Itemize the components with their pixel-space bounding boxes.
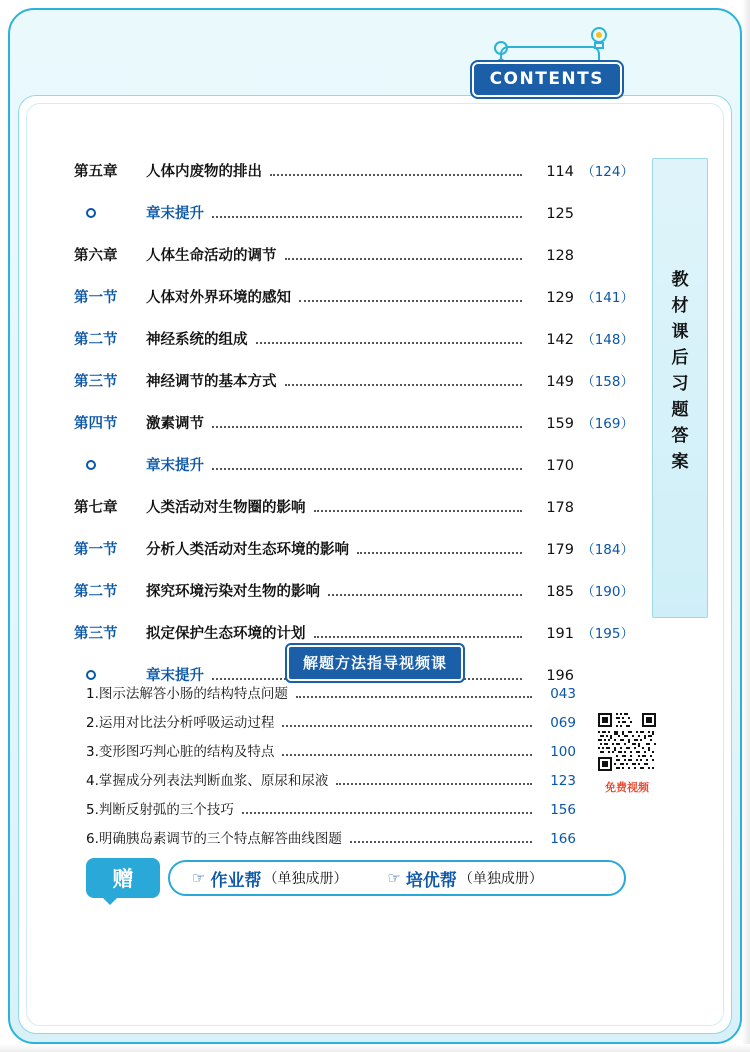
toc-section-label: 第三节 [74, 626, 118, 642]
gift-item-note: （单独成册） [458, 871, 543, 887]
video-item-title: 3.变形图巧判心脏的结构及特点 [86, 744, 275, 760]
toc-page-number: 179 [546, 542, 574, 558]
toc-section-label: 第二节 [74, 332, 118, 348]
side-tab-char: 习 [671, 374, 689, 394]
toc-dot-leader [256, 342, 523, 344]
video-item-page: 100 [550, 744, 576, 760]
toc-title: 神经调节的基本方式 [146, 374, 277, 390]
dot-leader [336, 783, 532, 785]
gift-item-name: 作业帮 [210, 870, 262, 891]
dot-leader [296, 696, 532, 698]
gift-item[interactable] [387, 866, 542, 891]
toc-page-number: 185 [546, 584, 574, 600]
toc-page-number: 128 [546, 248, 574, 264]
toc-title: 拟定保护生态环境的计划 [146, 626, 306, 642]
toc-title: 分析人类活动对生态环境的影响 [146, 542, 349, 558]
video-item-title: 4.掌握成分列表法判断血浆、原尿和尿液 [86, 773, 329, 789]
side-tab-char: 案 [671, 452, 689, 472]
toc-row[interactable] [74, 580, 634, 622]
toc-answer-page: （158） [581, 374, 634, 390]
toc-row[interactable] [74, 202, 634, 244]
side-tab-char: 材 [671, 296, 689, 316]
toc-chapter-label: 第七章 [74, 500, 118, 516]
video-course-list [86, 682, 576, 856]
toc-row[interactable] [74, 412, 634, 454]
list-item[interactable] [86, 682, 576, 711]
toc-page-number: 129 [546, 290, 574, 306]
toc-chapter-label: 第五章 [74, 164, 118, 180]
side-tab-char: 教 [671, 270, 689, 290]
toc-answer-page: （148） [581, 332, 634, 348]
toc-title: 人体内废物的排出 [146, 164, 262, 180]
gift-items-box [168, 860, 626, 896]
toc-row[interactable] [74, 496, 634, 538]
video-item-page: 166 [550, 831, 576, 847]
toc-title: 人体生命活动的调节 [146, 248, 277, 264]
list-item[interactable] [86, 740, 576, 769]
list-item[interactable] [86, 769, 576, 798]
qr-section[interactable] [596, 712, 658, 795]
video-item-page: 069 [550, 715, 576, 731]
toc-bullet-icon [74, 208, 142, 218]
toc-dot-leader [212, 426, 522, 428]
side-tab-char: 答 [671, 426, 689, 446]
qr-label: 免费视频 [605, 781, 649, 794]
gift-section [86, 858, 626, 902]
page-edge-shadow-right [742, 0, 750, 1052]
toc-dot-leader [212, 216, 522, 218]
pointing-hand-icon: ☞ [192, 869, 206, 887]
toc-bullet-icon [74, 460, 142, 470]
toc-title: 章末提升 [146, 206, 204, 222]
video-item-page: 043 [550, 686, 576, 702]
toc-title: 神经系统的组成 [146, 332, 248, 348]
toc-dot-leader [299, 300, 522, 302]
toc-section-label: 第四节 [74, 416, 118, 432]
toc-section-label: 第一节 [74, 542, 118, 558]
toc-row[interactable] [74, 244, 634, 286]
video-item-title: 6.明确胰岛素调节的三个特点解答曲线图题 [86, 831, 342, 847]
video-item-page: 156 [550, 802, 576, 818]
toc-section-label: 第二节 [74, 584, 118, 600]
toc-answer-page: （184） [581, 542, 634, 558]
toc-page-number: 178 [546, 500, 574, 516]
gift-badge: 赠 [86, 858, 160, 898]
side-tab-char: 后 [671, 348, 689, 368]
contents-badge: CONTENTS [472, 62, 622, 97]
toc-page-number: 142 [546, 332, 574, 348]
pointing-hand-icon: ☞ [387, 869, 401, 887]
dot-leader [282, 725, 532, 727]
page-edge-shadow-bottom [0, 1044, 750, 1052]
toc-row[interactable] [74, 370, 634, 412]
gift-item-name: 培优帮 [405, 870, 457, 891]
toc-chapter-label: 第六章 [74, 248, 118, 264]
toc-title: 探究环境污染对生物的影响 [146, 584, 320, 600]
toc-page-number: 170 [546, 458, 574, 474]
toc-bullet-icon [74, 670, 142, 680]
list-item[interactable] [86, 711, 576, 740]
toc-dot-leader [314, 636, 523, 638]
toc-row[interactable] [74, 160, 634, 202]
video-item-page: 123 [550, 773, 576, 789]
list-item[interactable] [86, 798, 576, 827]
toc-page-number: 159 [546, 416, 574, 432]
toc-answer-page: （195） [581, 626, 634, 642]
qr-code-icon[interactable] [597, 712, 657, 772]
table-of-contents [74, 160, 634, 706]
video-item-title: 1.图示法解答小肠的结构特点问题 [86, 686, 288, 702]
toc-title: 人体对外界环境的感知 [146, 290, 291, 306]
gift-item[interactable] [192, 866, 347, 891]
toc-answer-page: （141） [581, 290, 634, 306]
toc-section-label: 第三节 [74, 374, 118, 390]
dot-leader [242, 812, 532, 814]
dot-leader [282, 754, 532, 756]
dot-leader [350, 841, 532, 843]
toc-row[interactable] [74, 538, 634, 580]
toc-title: 章末提升 [146, 668, 204, 684]
toc-dot-leader [270, 174, 522, 176]
side-tab-textbook-answers [652, 158, 708, 618]
toc-page-number: 125 [546, 206, 574, 222]
toc-dot-leader [328, 594, 522, 596]
video-item-title: 2.运用对比法分析呼吸运动过程 [86, 715, 275, 731]
side-tab-char: 题 [671, 400, 689, 420]
toc-row[interactable] [74, 286, 634, 328]
toc-section-label: 第一节 [74, 290, 118, 306]
toc-dot-leader [357, 552, 522, 554]
toc-page-number: 149 [546, 374, 574, 390]
toc-answer-page: （190） [581, 584, 634, 600]
toc-title: 激素调节 [146, 416, 204, 432]
toc-dot-leader [285, 258, 523, 260]
toc-row[interactable] [74, 328, 634, 370]
gift-item-note: （单独成册） [263, 871, 348, 887]
toc-answer-page: （169） [581, 416, 634, 432]
toc-page-number: 196 [546, 668, 574, 684]
toc-page-number: 191 [546, 626, 574, 642]
toc-title: 人类活动对生物圈的影响 [146, 500, 306, 516]
toc-row[interactable] [74, 454, 634, 496]
side-tab-char: 课 [671, 322, 689, 342]
list-item[interactable] [86, 827, 576, 856]
video-item-title: 5.判断反射弧的三个技巧 [86, 802, 234, 818]
toc-title: 章末提升 [146, 458, 204, 474]
toc-dot-leader [285, 384, 523, 386]
toc-dot-leader [212, 468, 522, 470]
toc-answer-page: （124） [581, 164, 634, 180]
video-section-header: 解题方法指导视频课 [287, 645, 463, 681]
toc-dot-leader [314, 510, 523, 512]
toc-page-number: 114 [546, 164, 574, 180]
